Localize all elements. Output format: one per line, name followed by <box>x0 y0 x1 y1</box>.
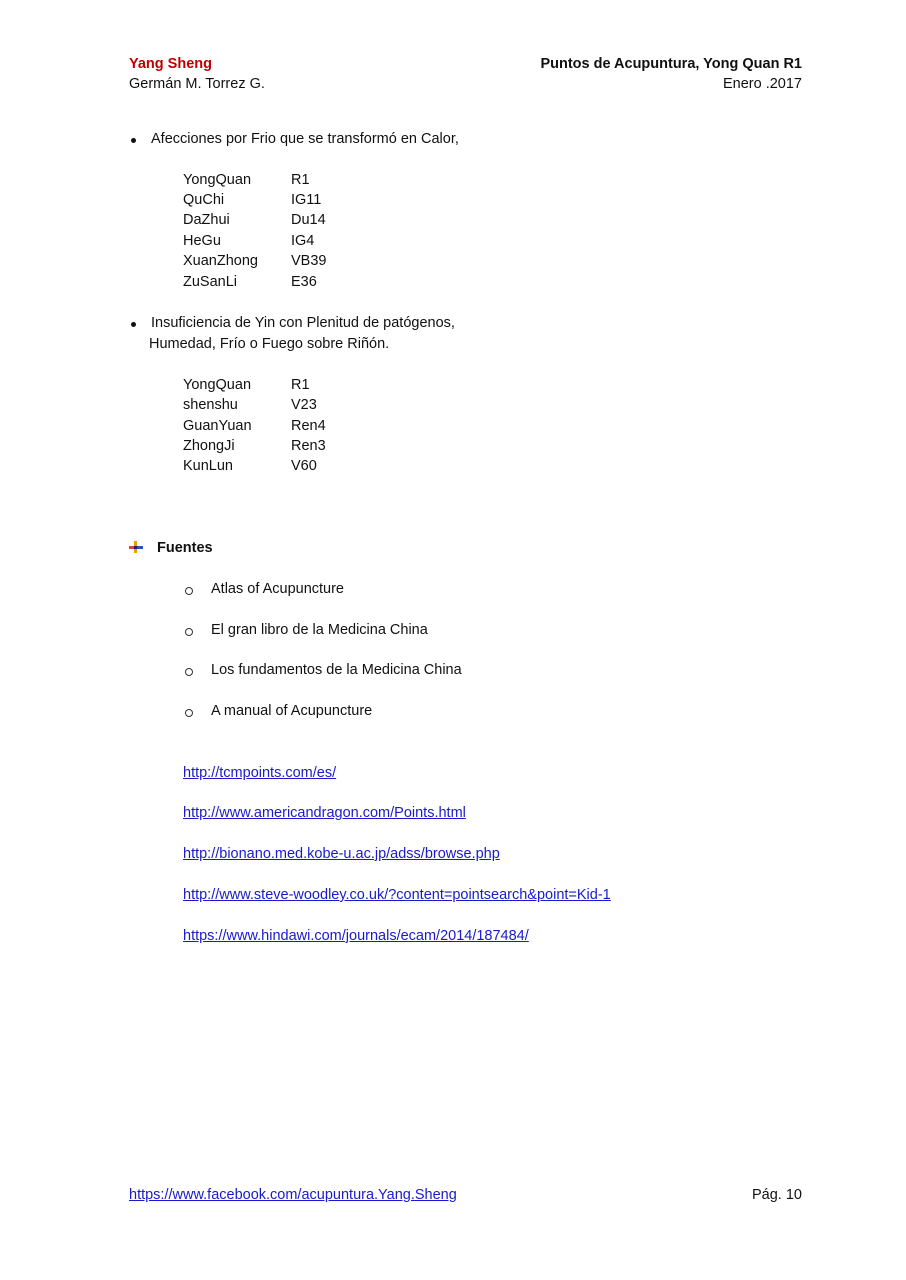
section-heading: Afecciones por Frio que se transformó en Calor, <box>151 131 459 147</box>
point-name: KunLun <box>183 458 233 474</box>
header-author: Germán M. Torrez G. <box>129 76 265 92</box>
point-name: ZuSanLi <box>183 274 238 290</box>
point-code: E36 <box>291 274 317 290</box>
header-title: Puntos de Acupuntura, Yong Quan R1 <box>540 56 802 72</box>
point-name: ZhongJi <box>183 438 235 454</box>
source-book: A manual of Acupuncture <box>211 703 373 719</box>
section-heading-continued: Humedad, Frío o Fuego sobre Riñón. <box>149 336 390 352</box>
header-date: Enero .2017 <box>722 76 802 92</box>
section-heading: Insuficiencia de Yin con Plenitud de patógenos, <box>151 315 455 331</box>
point-name: GuanYuan <box>183 418 252 434</box>
sources-title: Fuentes <box>157 540 213 556</box>
circle-bullet-icon <box>185 628 193 636</box>
point-name: XuanZhong <box>183 253 258 269</box>
circle-bullet-icon <box>185 668 193 676</box>
point-name: YongQuan <box>183 377 252 393</box>
point-code: Ren3 <box>291 438 326 454</box>
source-book: Atlas of Acupuncture <box>211 581 344 597</box>
point-code: V60 <box>291 458 317 474</box>
source-book: El gran libro de la Medicina China <box>211 622 428 638</box>
bullet-icon <box>131 322 136 327</box>
fuentes-bullet-icon <box>129 541 143 553</box>
point-code: VB39 <box>291 253 327 269</box>
circle-bullet-icon <box>185 587 193 595</box>
source-link[interactable]: http://www.steve-woodley.co.uk/?content=pointsearch&point=Kid-1 <box>183 887 611 903</box>
circle-bullet-icon <box>185 709 193 717</box>
point-code: Du14 <box>291 212 326 228</box>
source-link[interactable]: http://tcmpoints.com/es/ <box>183 765 337 781</box>
point-code: V23 <box>291 397 317 413</box>
source-link[interactable]: http://bionano.med.kobe-u.ac.jp/adss/browse.php <box>183 846 500 862</box>
point-code: IG11 <box>291 192 322 208</box>
footer-facebook-link[interactable]: https://www.facebook.com/acupuntura.Yang.Sheng <box>129 1187 457 1203</box>
source-link[interactable]: http://www.americandragon.com/Points.html <box>183 805 466 821</box>
point-code: IG4 <box>291 233 315 249</box>
header-brand: Yang Sheng <box>129 56 212 72</box>
bullet-icon <box>131 138 136 143</box>
point-code: R1 <box>291 377 310 393</box>
point-name: QuChi <box>183 192 225 208</box>
point-name: shenshu <box>183 397 238 413</box>
source-book: Los fundamentos de la Medicina China <box>211 662 462 678</box>
source-link[interactable]: https://www.hindawi.com/journals/ecam/2014/187484/ <box>183 928 529 944</box>
page-number: Pág. 10 <box>752 1187 802 1203</box>
point-name: DaZhui <box>183 212 230 228</box>
point-name: HeGu <box>183 233 221 249</box>
point-code: R1 <box>291 172 310 188</box>
point-name: YongQuan <box>183 172 252 188</box>
point-code: Ren4 <box>291 418 326 434</box>
